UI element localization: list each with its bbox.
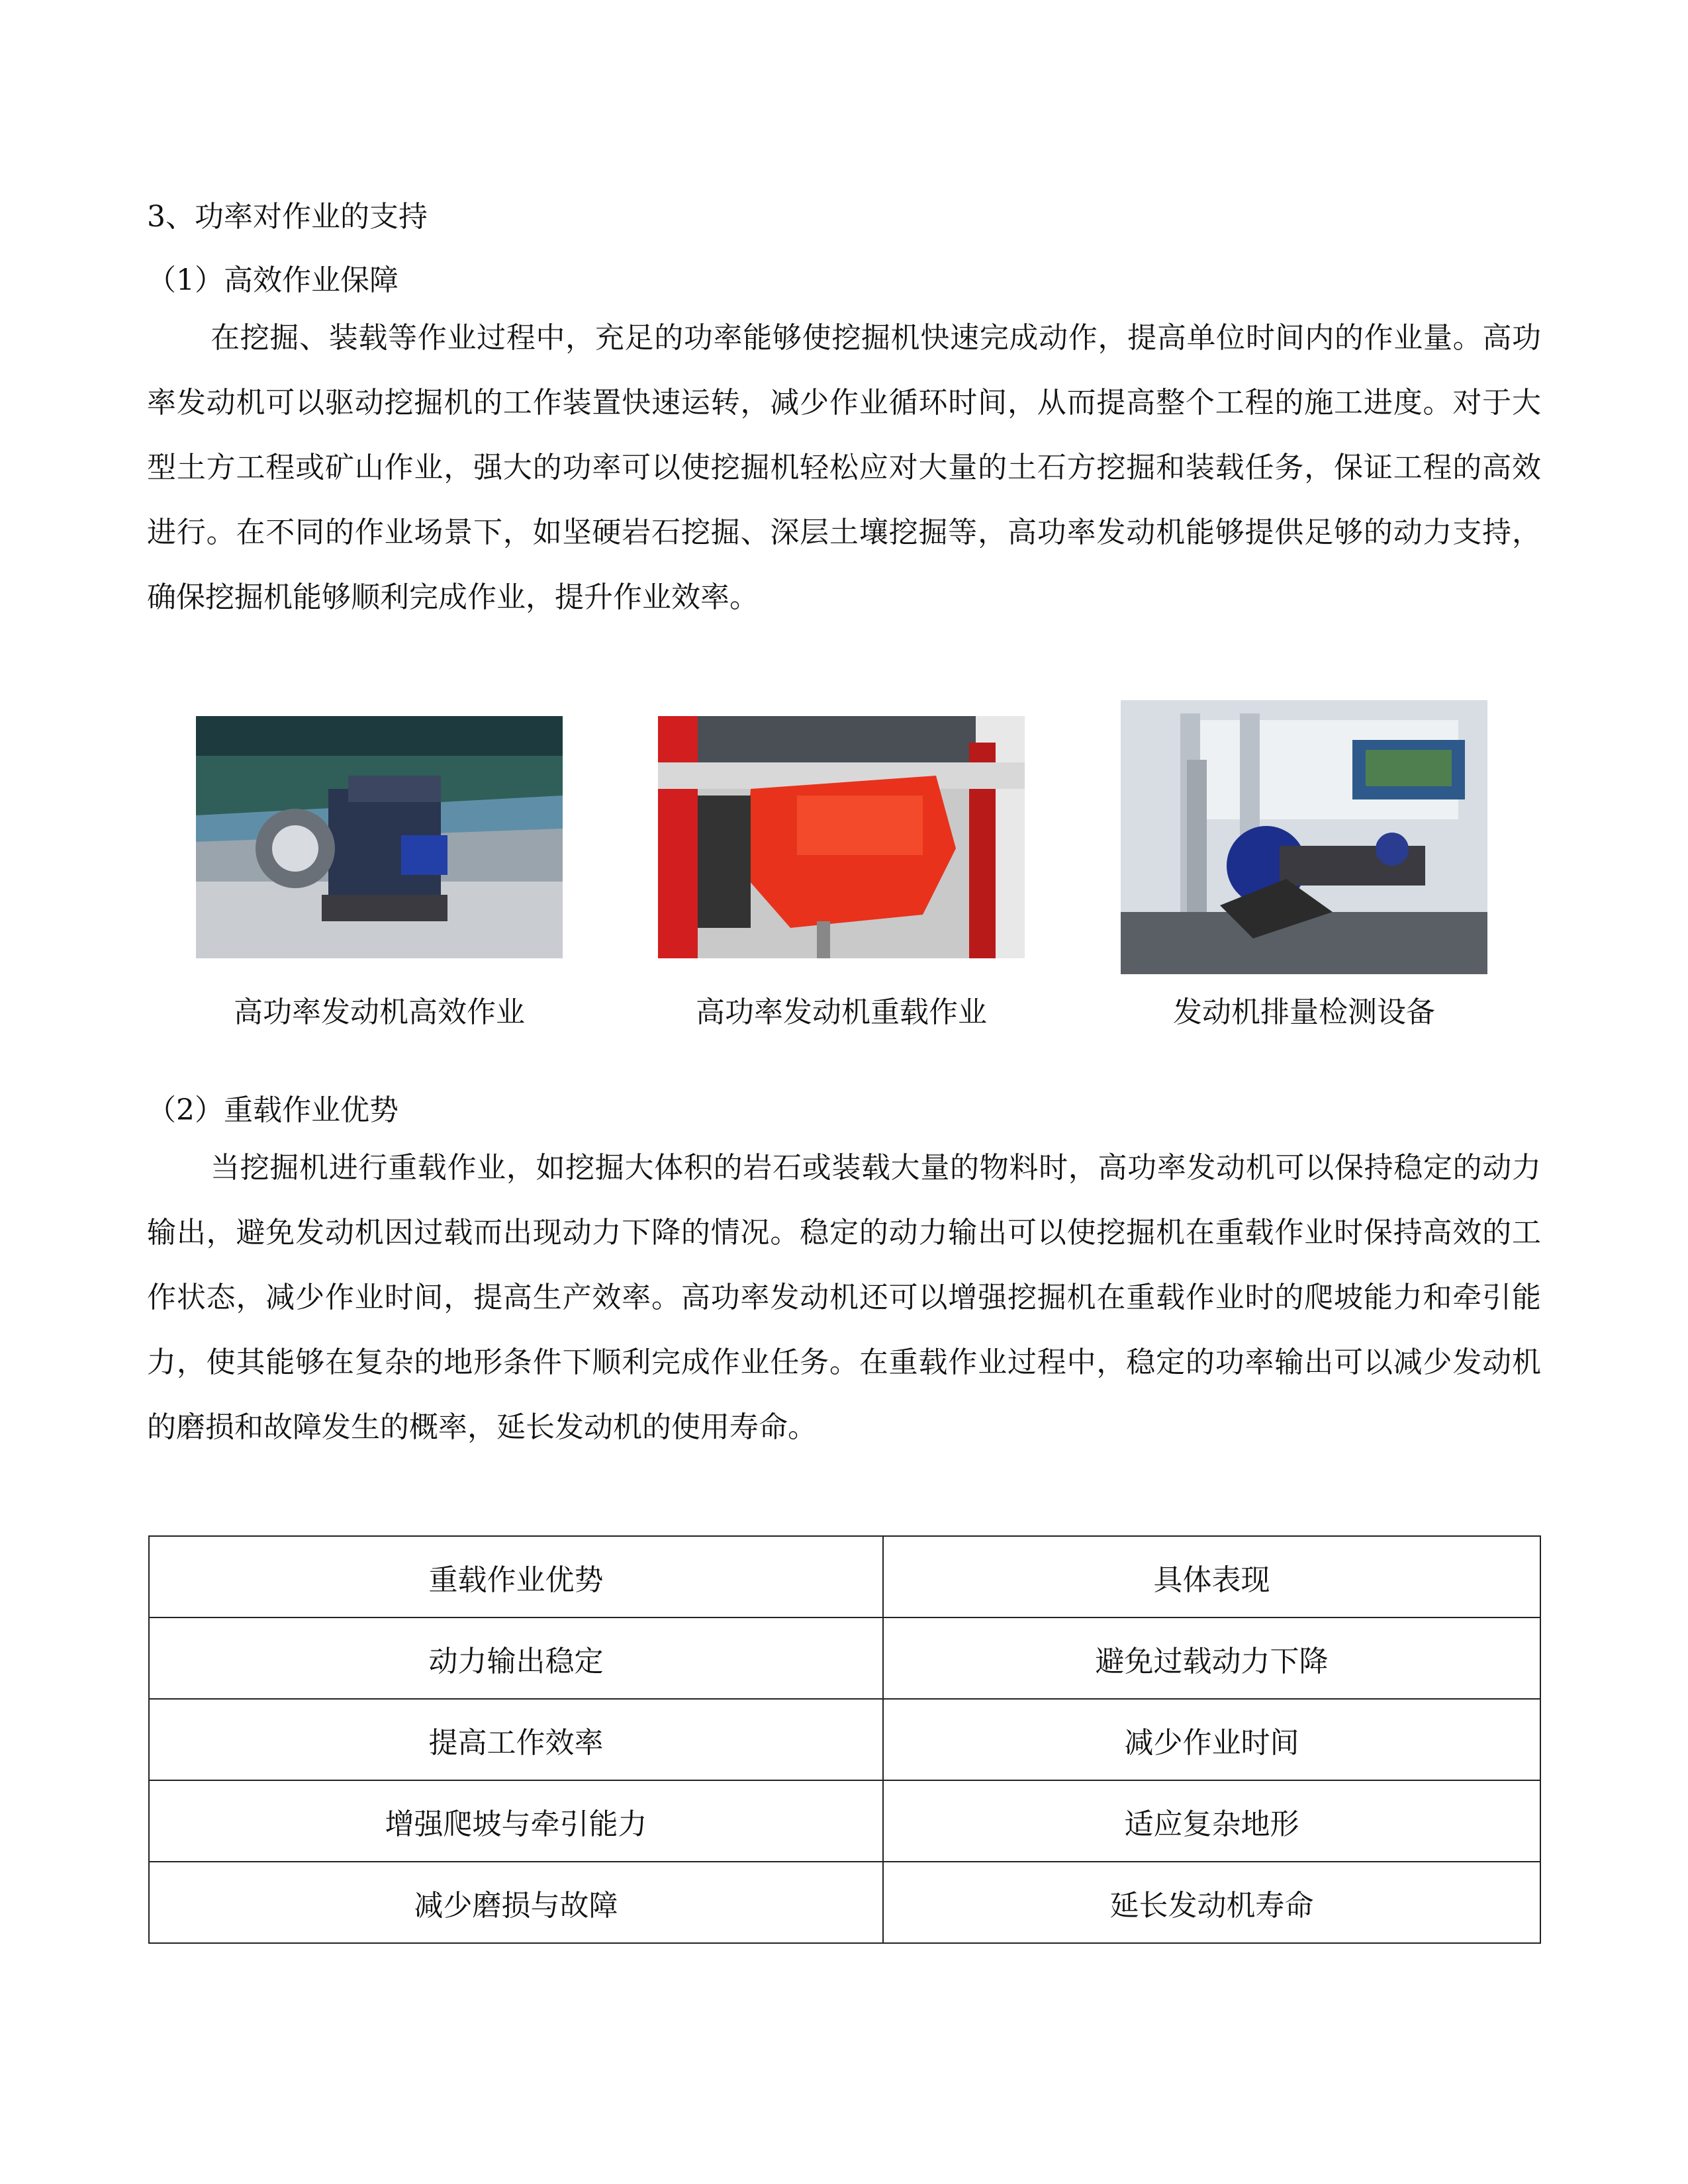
subsection-title-1: （1）高效作业保障 — [147, 263, 399, 297]
table-cell: 动力输出稳定 — [149, 1617, 883, 1699]
figure-caption-1: 高功率发动机高效作业 — [234, 995, 525, 1029]
table-cell: 适应复杂地形 — [883, 1780, 1540, 1862]
subsection-title-2: （2）重载作业优势 — [147, 1093, 399, 1127]
paragraph-heavy-load: 当挖掘机进行重载作业，如挖掘大体积的岩石或装载大量的物料时，高功率发动机可以保持稳定的动力输出，避免发动机因过载而出现动力下降的情况。稳定的动力输出可以使挖掘机在重载作业时保持高效的工作状态，减少作业时间，提高生产效率。高功率发动机还可以增强挖掘机在重载作业时的爬坡能力和牵引能力，使其能够在复杂的地形条件下顺利完成作业任务。在重载作业过程中，稳定的功率输出可以减少发动机的磨损和故障发生的概率，延长发动机的使用寿命。 — [147, 1151, 1541, 1444]
engine-photo-1 — [196, 716, 563, 958]
table-header-cell: 具体表现 — [883, 1536, 1540, 1617]
table-row — [149, 1862, 1540, 1943]
table-row — [149, 1699, 1540, 1780]
paragraph-efficient-operation: 在挖掘、装载等作业过程中，充足的功率能够使挖掘机快速完成动作，提高单位时间内的作业量。高功率发动机可以驱动挖掘机的工作装置快速运转，减少作业循环时间，从而提高整个工程的施工进度。对于大型土方工程或矿山作业，强大的功率可以使挖掘机轻松应对大量的土石方挖掘和装载任务，保证工程的高效进行。在不同的作业场景下，如坚硬岩石挖掘、深层土壤挖掘等，高功率发动机能够提供足够的动力支持，确保挖掘机能够顺利完成作业，提升作业效率。 — [147, 321, 1541, 614]
table-cell: 减少作业时间 — [883, 1699, 1540, 1780]
heavy-load-advantage-table — [148, 1535, 1541, 1944]
engine-photo-2 — [658, 716, 1025, 958]
table-row — [149, 1780, 1540, 1862]
table-header-row — [149, 1536, 1540, 1617]
engine-photo-3 — [1121, 700, 1487, 974]
section-title: 3、功率对作业的支持 — [147, 200, 428, 234]
table-row — [149, 1617, 1540, 1699]
figure-caption-3: 发动机排量检测设备 — [1173, 995, 1435, 1029]
table-cell: 增强爬坡与牵引能力 — [149, 1780, 883, 1862]
table-cell: 提高工作效率 — [149, 1699, 883, 1780]
table-cell: 延长发动机寿命 — [883, 1862, 1540, 1943]
table-header-cell: 重载作业优势 — [149, 1536, 883, 1617]
figure-caption-2: 高功率发动机重载作业 — [696, 995, 987, 1029]
table-cell: 避免过载动力下降 — [883, 1617, 1540, 1699]
table-cell: 减少磨损与故障 — [149, 1862, 883, 1943]
